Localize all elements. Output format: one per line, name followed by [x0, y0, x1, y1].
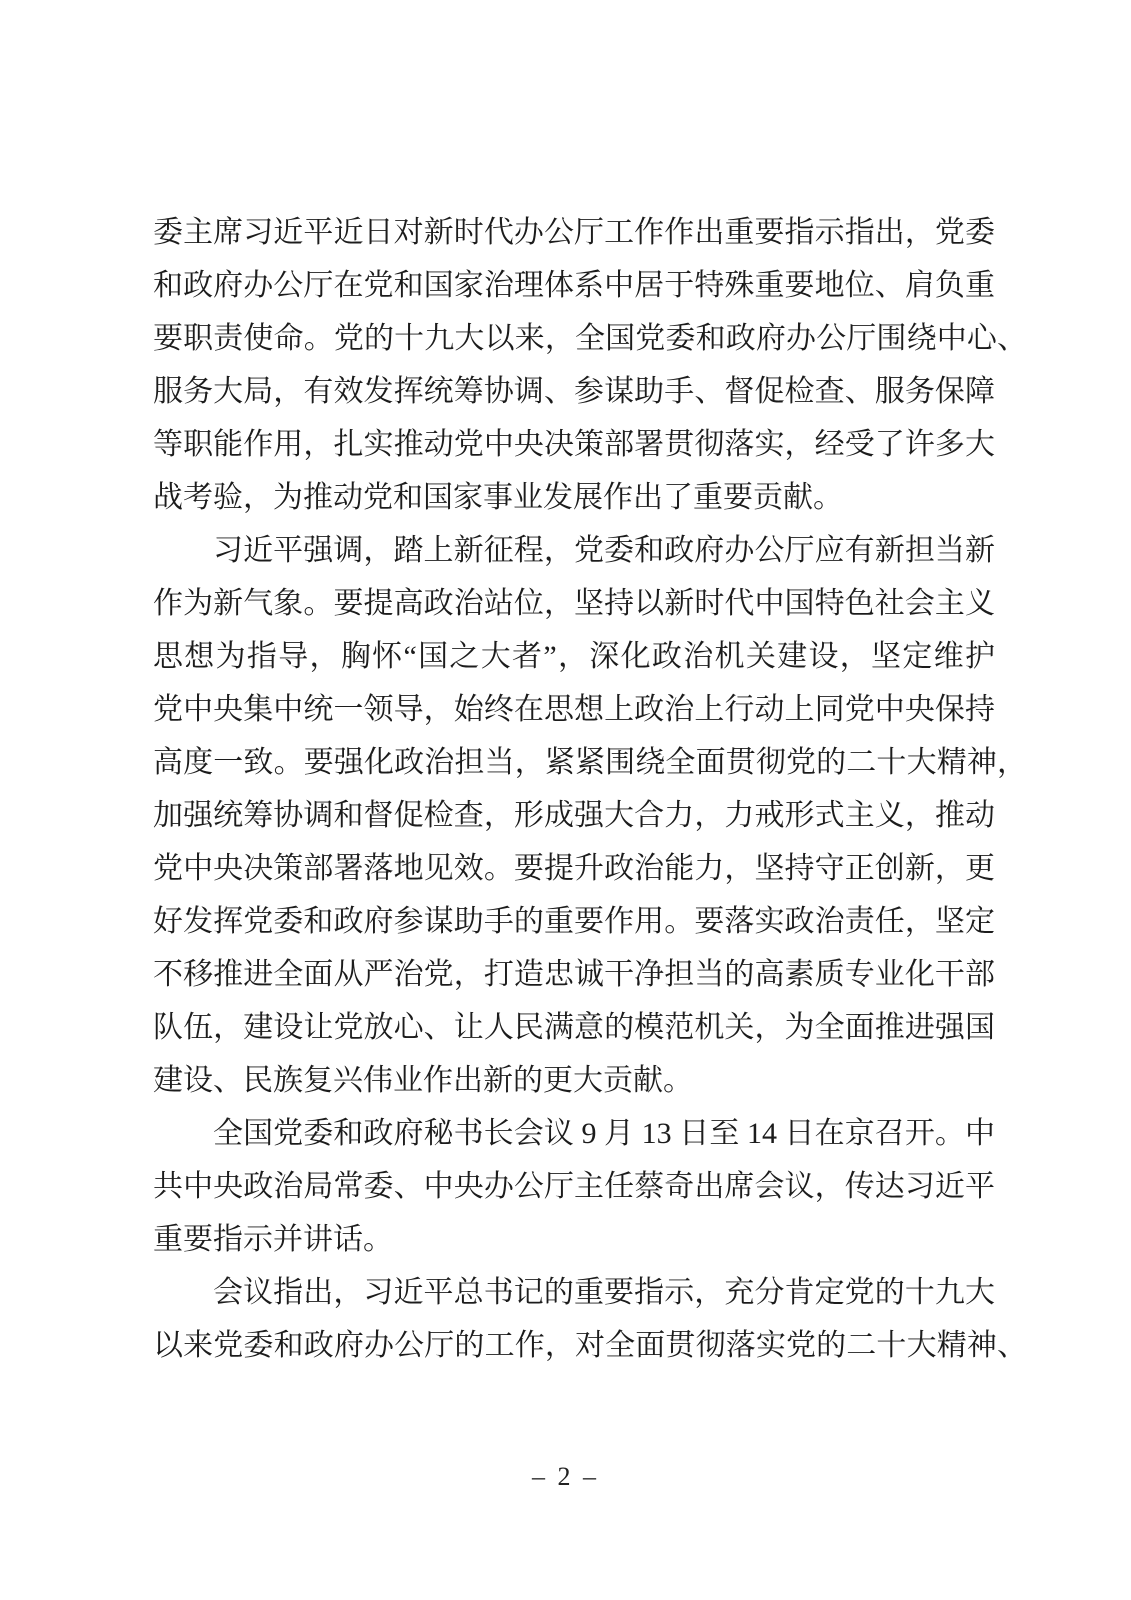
- text-line: 重要指示并讲话。: [153, 1223, 393, 1256]
- document-body: [153, 206, 1027, 1372]
- text-line: 全国党委和政府秘书长会议 9 月 13 日至 14 日在京召开。中: [213, 1117, 995, 1150]
- text-line: 加强统筹协调和督促检查，形成强大合力，力戒形式主义，推动: [153, 799, 995, 832]
- text-line: 共中央政治局常委、中央办公厅主任蔡奇出席会议，传达习近平: [153, 1170, 995, 1203]
- text-line: 党中央集中统一领导，始终在思想上政治上行动上同党中央保持: [153, 693, 995, 726]
- text-line: 战考验，为推动党和国家事业发展作出了重要贡献。: [153, 481, 843, 514]
- text-line: 和政府办公厅在党和国家治理体系中居于特殊重要地位、肩负重: [153, 269, 995, 302]
- text-line: 党中央决策部署落地见效。要提升政治能力，坚持守正创新，更: [153, 852, 995, 885]
- text-line: 队伍，建设让党放心、让人民满意的模范机关，为全面推进强国: [153, 1011, 995, 1044]
- text-line: 作为新气象。要提高政治站位，坚持以新时代中国特色社会主义: [153, 587, 995, 620]
- text-line: 服务大局，有效发挥统筹协调、参谋助手、督促检查、服务保障: [153, 375, 995, 408]
- text-line: 会议指出，习近平总书记的重要指示，充分肯定党的十九大: [213, 1276, 995, 1309]
- page-number: – 2 –: [532, 1462, 599, 1491]
- text-line: 思想为指导，胸怀“国之大者”，深化政治机关建设，坚定维护: [153, 640, 995, 673]
- text-line: 高度一致。要强化政治担当，紧紧围绕全面贯彻党的二十大精神，: [153, 746, 1027, 779]
- text-line: 习近平强调，踏上新征程，党委和政府办公厅应有新担当新: [213, 534, 995, 567]
- text-line: 要职责使命。党的十九大以来，全国党委和政府办公厅围绕中心、: [153, 322, 1027, 355]
- text-line: 建设、民族复兴伟业作出新的更大贡献。: [153, 1064, 693, 1097]
- text-line: 以来党委和政府办公厅的工作，对全面贯彻落实党的二十大精神、: [153, 1329, 1027, 1362]
- text-line: 等职能作用，扎实推动党中央决策部署贯彻落实，经受了许多大: [153, 428, 995, 461]
- text-line: 不移推进全面从严治党，打造忠诚干净担当的高素质专业化干部: [153, 958, 995, 991]
- text-line: 好发挥党委和政府参谋助手的重要作用。要落实政治责任，坚定: [153, 905, 995, 938]
- text-line: 委主席习近平近日对新时代办公厅工作作出重要指示指出，党委: [153, 216, 995, 249]
